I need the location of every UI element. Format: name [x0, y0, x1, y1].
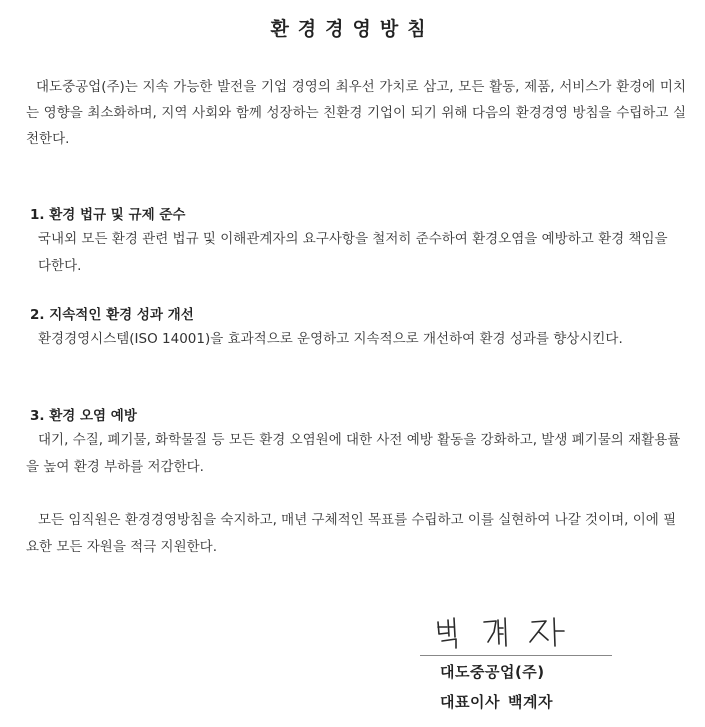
representative-title: 대표이사	[440, 693, 500, 711]
closing-paragraph: 모든 임직원은 환경경영방침을 숙지하고, 매년 구체적인 목표를 수립하고 이를 실현하여 나갈 것이며, 이에 필요한 모든 자원을 적극 지원한다.	[26, 512, 677, 555]
section-body: 환경경영시스템(ISO 14001)을 효과적으로 운영하고 지속적으로 개선하여 환경 성과를 향상시킨다.	[38, 331, 623, 347]
company-name: 대도중공업(주)	[440, 663, 545, 681]
section-pollution-prevention	[26, 405, 686, 481]
handwritten-signature	[432, 608, 582, 652]
section-heading: 1. 환경 법규 및 규제 준수	[30, 207, 186, 223]
section-heading: 3. 환경 오염 예방	[30, 408, 137, 424]
document-title: 환경경영방침	[270, 18, 435, 40]
signature-line	[420, 655, 612, 656]
section-legal-compliance	[30, 204, 680, 280]
section-body: 대기, 수질, 폐기물, 화학물질 등 모든 환경 오염원에 대한 사전 예방 활동을 강화하고, 발생 폐기물의 재활용률을 높여 환경 부하를 저감한다.	[26, 432, 681, 475]
intro-paragraph: 대도중공업(주)는 지속 가능한 발전을 기업 경영의 최우선 가치로 삼고, 모든 활동, 제품, 서비스가 환경에 미치는 영향을 최소화하며, 지역 사회와 함께 성장하는 친환경 기업이 되기 위해 다음의 환경경영 방침을 수립하고 실천한다.	[26, 79, 686, 147]
section-body: 국내외 모든 환경 관련 법규 및 이해관계자의 요구사항을 철저히 준수하여 환경오염을 예방하고 환경 책임을 다한다.	[38, 231, 668, 274]
section-heading: 2. 지속적인 환경 성과 개선	[30, 307, 194, 323]
section-performance-improvement	[30, 304, 680, 353]
representative-name: 백계자	[507, 693, 553, 711]
representative	[440, 690, 640, 714]
